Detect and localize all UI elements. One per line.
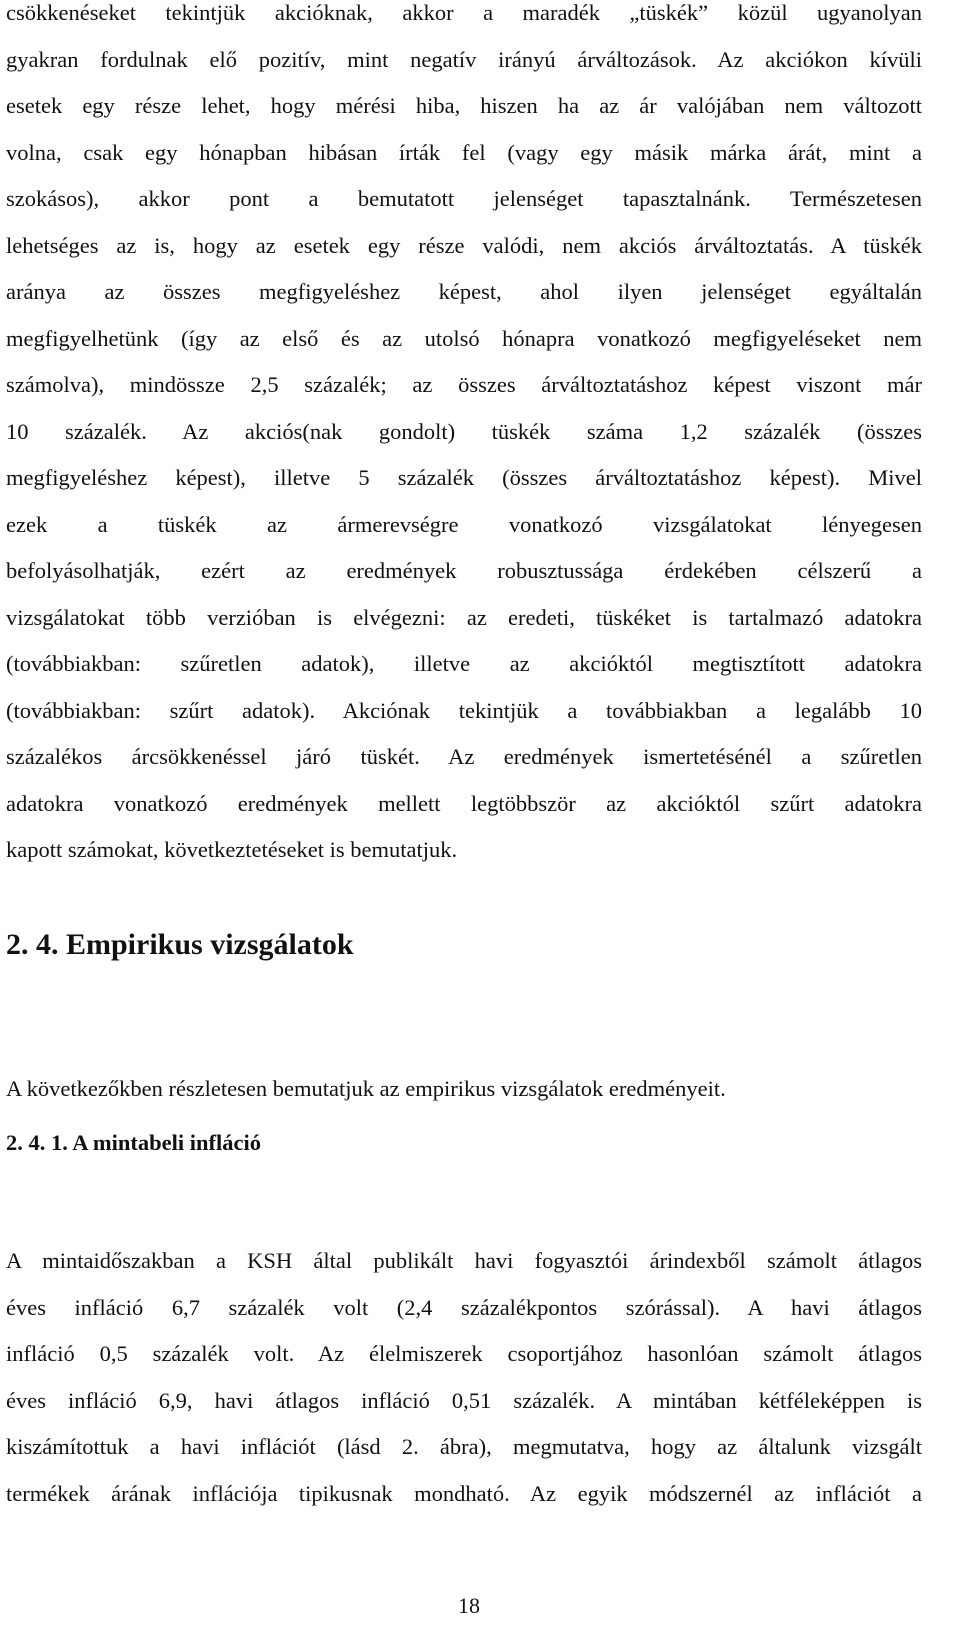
page-number: 18 [458, 1593, 480, 1618]
text-line: esetek egy része lehet, hogy mérési hiba, hiszen ha az ár valójában nem változott [6, 93, 922, 118]
text-line: A mintaidőszakban a KSH által publikált havi fogyasztói árindexből számolt átlagos [6, 1248, 922, 1273]
text-line: vizsgálatokat több verzióban is elvégezni: az eredeti, tüskéket is tartalmazó adatokra [6, 604, 922, 630]
paragraph-spikes-discussion [6, 0, 922, 874]
text-line: gyakran fordulnak elő pozitív, mint negatív irányú árváltozások. Az akciókon kívüli [6, 46, 922, 72]
text-line: A következőkben részletesen bemutatjuk az empirikus vizsgálatok eredményeit. [6, 1076, 726, 1101]
subsection-heading: 2. 4. 1. A mintabeli infláció [6, 1130, 262, 1155]
text-line: szokásos), akkor pont a bemutatott jelenséget tapasztalnánk. Természetesen [6, 186, 922, 211]
text-line: kapott számokat, következtetéseket is bemutatjuk. [6, 837, 458, 862]
text-line: százalékos árcsökkenéssel járó tüskét. Az eredmények ismertetésénél a szűretlen [6, 744, 922, 769]
text-line: volna, csak egy hónapban hibásan írták fel (vagy egy másik márka árát, mint a [6, 139, 922, 165]
paragraph-intro [6, 1066, 922, 1113]
text-line: számolva), mindössze 2,5 százalék; az összes árváltoztatáshoz képest viszont már [6, 372, 922, 397]
section-heading: 2. 4. Empirikus vizsgálatok [6, 928, 354, 961]
text-line: lehetséges az is, hogy az esetek egy része valódi, nem akciós árváltoztatás. A tüskék [6, 232, 922, 258]
text-line: éves infláció 6,7 százalék volt (2,4 százalékpontos szórással). A havi átlagos [6, 1294, 922, 1320]
text-line: termékek árának inflációja tipikusnak mondható. Az egyik módszernél az inflációt a [6, 1480, 922, 1506]
text-line: éves infláció 6,9, havi átlagos infláció 0,51 százalék. A mintában kétféleképpen is [6, 1387, 922, 1413]
text-line: aránya az összes megfigyeléshez képest, ahol ilyen jelenséget egyáltalán [6, 279, 922, 304]
text-line: infláció 0,5 százalék volt. Az élelmiszerek csoportjához hasonlóan számolt átlagos [6, 1341, 922, 1366]
text-line: (továbbiakban: szűrt adatok). Akciónak tekintjük a továbbiakban a legalább 10 [6, 697, 922, 723]
text-line: ezek a tüskék az ármerevségre vonatkozó vizsgálatokat lényegesen [6, 511, 922, 537]
text-line: 10 százalék. Az akciós(nak gondolt) tüskék száma 1,2 százalék (összes [6, 418, 922, 444]
text-line: megfigyeléshez képest), illetve 5 százalék (összes árváltoztatáshoz képest). Mivel [6, 465, 922, 490]
text-line: csökkenéseket tekintjük akcióknak, akkor a maradék „tüskék” közül ugyanolyan [6, 0, 922, 25]
text-line: megfigyelhetünk (így az első és az utolsó hónapra vonatkozó megfigyeléseket nem [6, 325, 922, 351]
paragraph-inflation [6, 1238, 922, 1517]
text-line: kiszámítottuk a havi inflációt (lásd 2. ábra), megmutatva, hogy az általunk vizsgált [6, 1434, 922, 1459]
text-line: (továbbiakban: szűretlen adatok), illetve az akcióktól megtisztított adatokra [6, 651, 922, 676]
text-line: adatokra vonatkozó eredmények mellett legtöbbször az akcióktól szűrt adatokra [6, 790, 922, 816]
text-line: befolyásolhatják, ezért az eredmények robusztussága érdekében célszerű a [6, 558, 922, 583]
